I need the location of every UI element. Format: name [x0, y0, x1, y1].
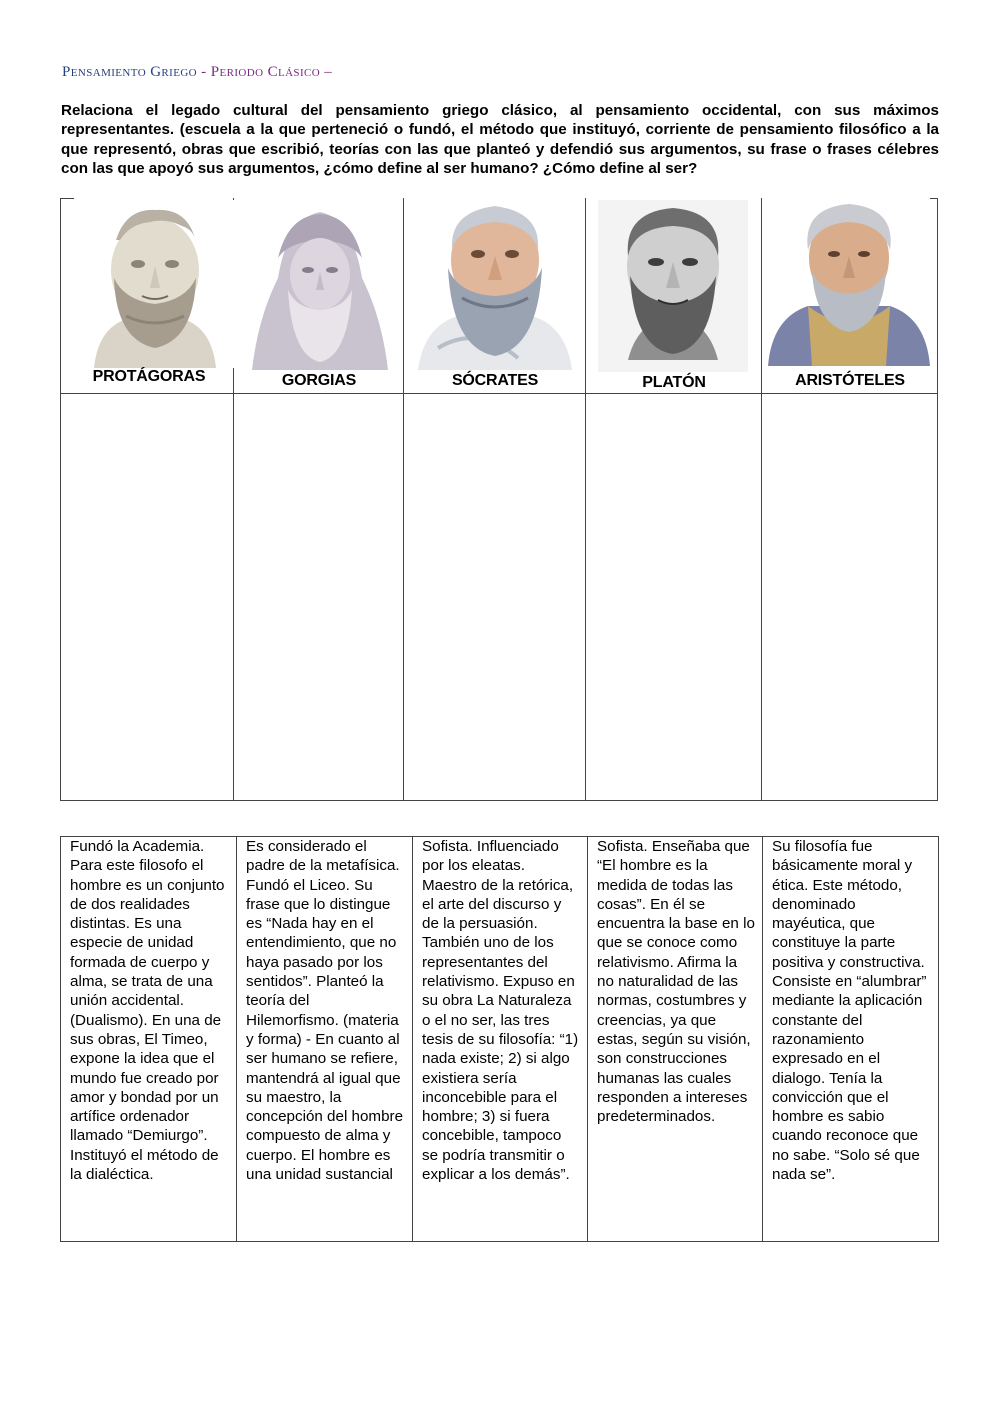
instructions-paragraph: Relaciona el legado cultural del pensamiento griego clásico, al pensamiento occidental, con sus máximos representantes. (escuela a la que perteneció o fundó, el método que instituyó, corriente de pensamiento filosófico a la que representó, obras que escribió, teorías con las que planteó y defendió sus argumentos, su frase o frases célebres con las que apoyó sus argumentos, ¿cómo define al ser humano? ¿Cómo define al ser?	[61, 102, 939, 177]
gorgias-bust-icon	[248, 198, 391, 370]
answer-drop-zone-gorgias[interactable]	[234, 394, 403, 800]
descriptions-table	[60, 836, 939, 1242]
title-part-2: - Periodo Clásico –	[197, 64, 333, 80]
description-card[interactable]: Sofista. Influenciado por los eleatas. Maestro de la retórica, el arte del discurso y de la persuasión. También uno de los representantes del relativismo. Expuso en su obra La Naturaleza o el no ser, las tres tesis de su filosofía: “1) nada existe; 2) si algo existiera sería inconcebible para el hombre; 3) si fuera concebible, tampoco se podría transmitir o explicar a los demás”.	[412, 837, 587, 1241]
philosopher-name-protagoras: PROTÁGORAS	[92, 368, 206, 385]
philosopher-name-gorgias: GORGIAS	[281, 372, 357, 389]
socrates-bust-icon	[418, 198, 572, 370]
platon-bust-icon	[598, 200, 748, 372]
page-title	[62, 64, 332, 81]
description-card[interactable]: Sofista. Enseñaba que “El hombre es la medida de todas las cosas”. En él se encuentra la base en lo que se conoce como relativismo. Afirma la no naturalidad de las normas, costumbres y creencias, ya que estas, según su visión, son construcciones humanas las cuales responden a intereses predeterminados.	[587, 837, 762, 1241]
philosopher-name-socrates: SÓCRATES	[451, 372, 539, 389]
answer-drop-zone-protagoras[interactable]	[61, 394, 233, 800]
matching-grid	[60, 198, 939, 801]
protagoras-bust-icon	[76, 200, 234, 368]
description-card[interactable]: Es considerado el padre de la metafísica. Fundó el Liceo. Su frase que lo distingue es “Nada hay en el entendimiento, que no haya pasado por los sentidos”. Planteó la teoría del Hilemorfismo. (materia y forma) - En cuanto al ser humano se refiere, mantendrá al igual que su maestro, la concepción del hombre compuesto de alma y cuerpo. El hombre es una unidad sustancial	[236, 837, 412, 1241]
philosopher-name-platon: PLATÓN	[642, 374, 706, 391]
answer-drop-zone-socrates[interactable]	[404, 394, 585, 800]
description-card[interactable]: Fundó la Academia. Para este filosofo el hombre es un conjunto de dos realidades distintas. Es una especie de unidad formada de cuerpo y alma, se trata de una unión accidental. (Dualismo). En una de sus obras, El Timeo, expone la idea que el mundo fue creado por amor y bondad por un artífice ordenador llamado “Demiurgo”. Instituyó el método de la dialéctica.	[70, 838, 225, 1184]
answer-drop-zone-platon[interactable]	[586, 394, 761, 800]
description-card[interactable]: Su filosofía fue básicamente moral y ética. Este método, denominado mayéutica, que constituye la parte positiva y constructiva. Consiste en “alumbrar” mediante la aplicación constante del razonamiento expresado en el dialogo. Tenía la convicción que el hombre es sabio cuando reconoce que no sabe. “Solo sé que nada se”.	[762, 837, 938, 1241]
aristoteles-bust-icon	[768, 198, 930, 366]
philosopher-name-aristoteles: ARISTÓTELES	[795, 372, 905, 389]
answer-drop-zone-aristoteles[interactable]	[762, 394, 937, 800]
title-part-1: Pensamiento Griego	[62, 64, 198, 80]
